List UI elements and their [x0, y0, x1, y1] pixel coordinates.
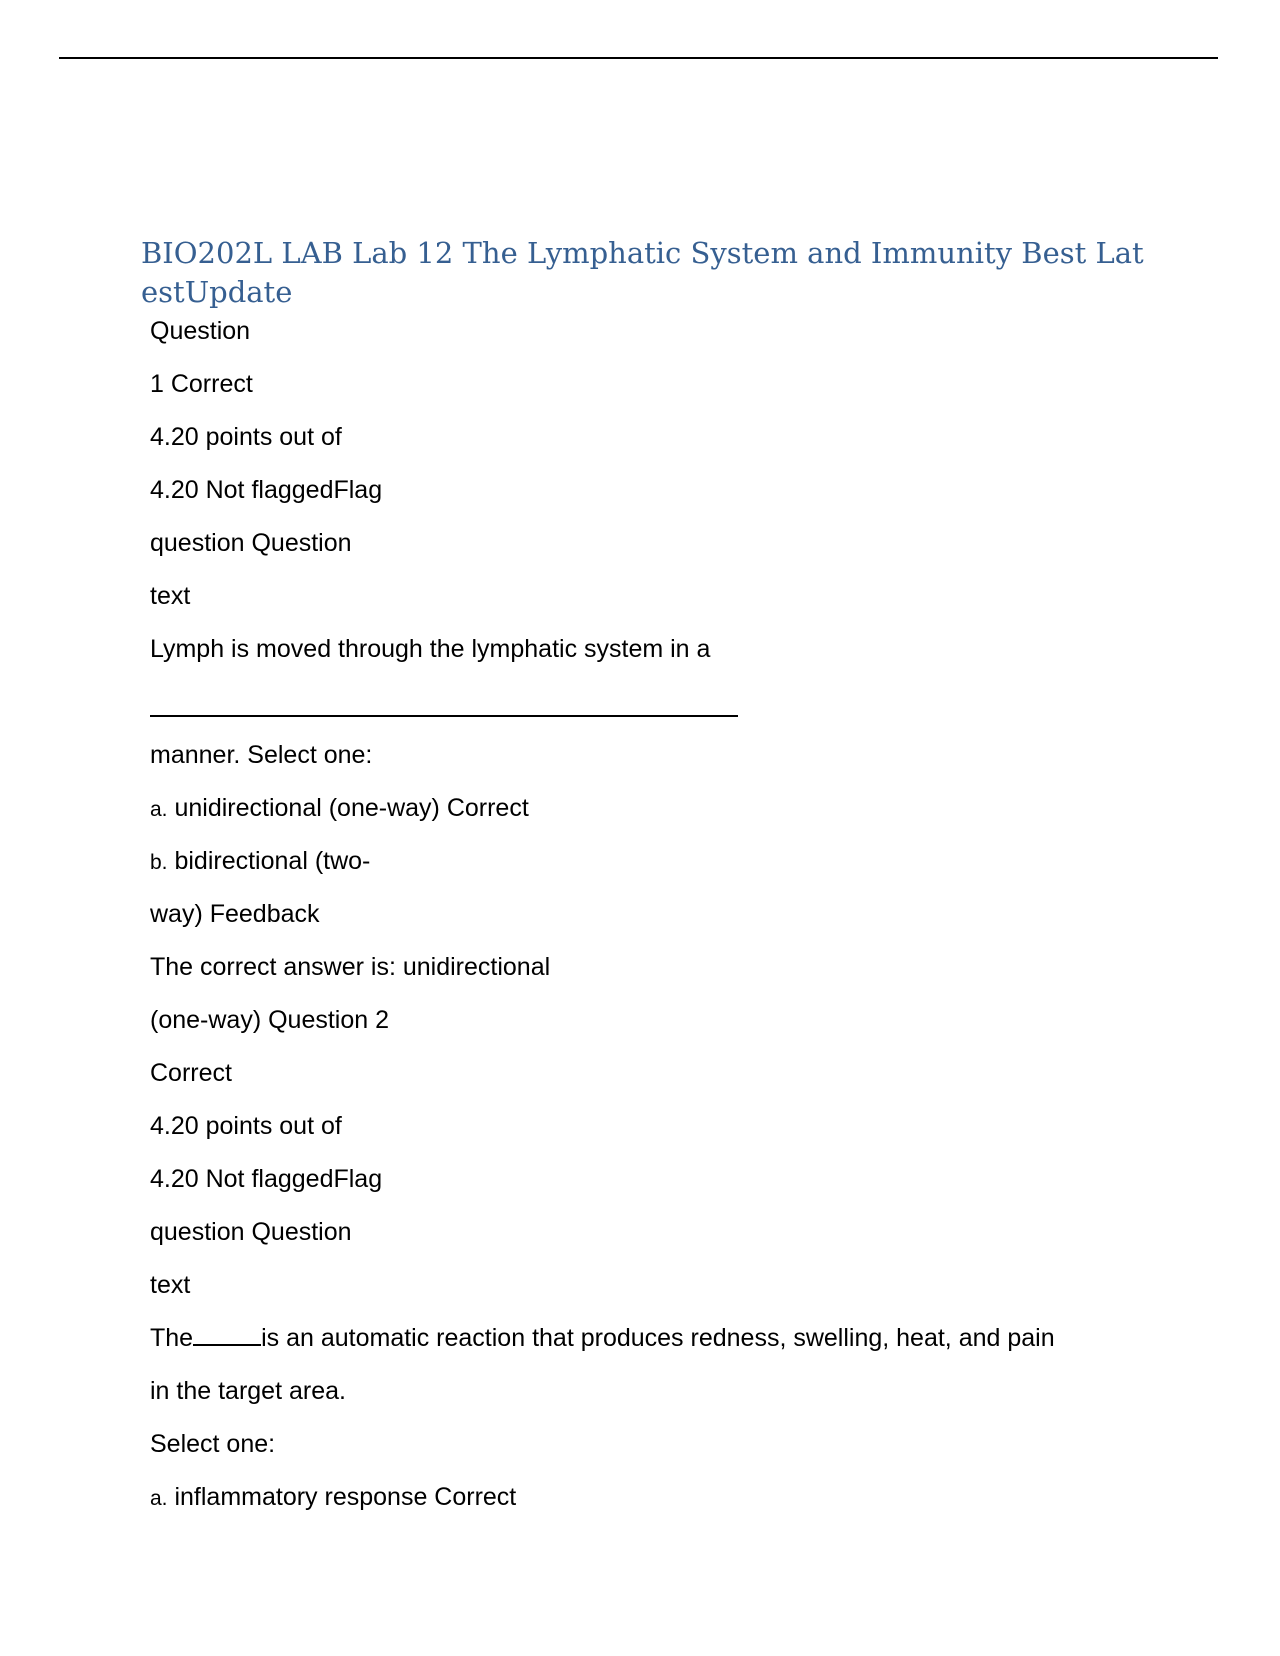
- option-text: unidirectional (one-way) Correct: [167, 794, 529, 822]
- header-divider: [59, 57, 1218, 59]
- inline-blank: [193, 1342, 261, 1346]
- question-1-option-a: [150, 793, 529, 825]
- question-2-points: 4.20 points out of: [150, 1112, 342, 1140]
- question-2-text-label: text: [150, 1271, 191, 1299]
- question-1-feedback: way) Feedback: [150, 900, 320, 928]
- question-2-flag-cont: question Question: [150, 1218, 352, 1246]
- question-1-text-label: text: [150, 582, 191, 610]
- option-letter: a.: [150, 798, 168, 821]
- question-1-status: 1 Correct: [150, 370, 253, 398]
- question-2-prompt-cont: in the target area.: [150, 1377, 346, 1405]
- option-letter: a.: [150, 1487, 168, 1510]
- option-text: inflammatory response Correct: [167, 1483, 517, 1511]
- question-1-prompt-cont: manner. Select one:: [150, 741, 373, 769]
- prompt-rest: is an automatic reaction that produces redness, swelling, heat, and pain: [261, 1324, 1055, 1352]
- question-2-flag: 4.20 Not flaggedFlag: [150, 1165, 383, 1193]
- question-1-option-b: [150, 846, 370, 878]
- question-2-label: (one-way) Question 2: [150, 1006, 390, 1034]
- prompt-start: The: [150, 1324, 194, 1352]
- question-1-correct-answer: The correct answer is: unidirectional: [150, 953, 551, 981]
- question-1-flag-cont: question Question: [150, 529, 352, 557]
- question-1-flag: 4.20 Not flaggedFlag: [150, 476, 383, 504]
- question-1-prompt: Lymph is moved through the lymphatic system in a: [150, 635, 711, 663]
- question-1-label: Question: [150, 317, 251, 345]
- document-title: BIO202L LAB Lab 12 The Lymphatic System and Immunity Best LatestUpdate: [141, 236, 1144, 309]
- question-1-points: 4.20 points out of: [150, 423, 342, 451]
- option-text: bidirectional (two-: [167, 847, 371, 875]
- question-2-select: Select one:: [150, 1430, 276, 1458]
- question-2-option-a: [150, 1482, 516, 1514]
- question-2-prompt: [150, 1323, 1055, 1353]
- question-2-status: Correct: [150, 1059, 232, 1087]
- fill-in-blank-line: [150, 715, 738, 717]
- option-letter: b.: [150, 851, 168, 874]
